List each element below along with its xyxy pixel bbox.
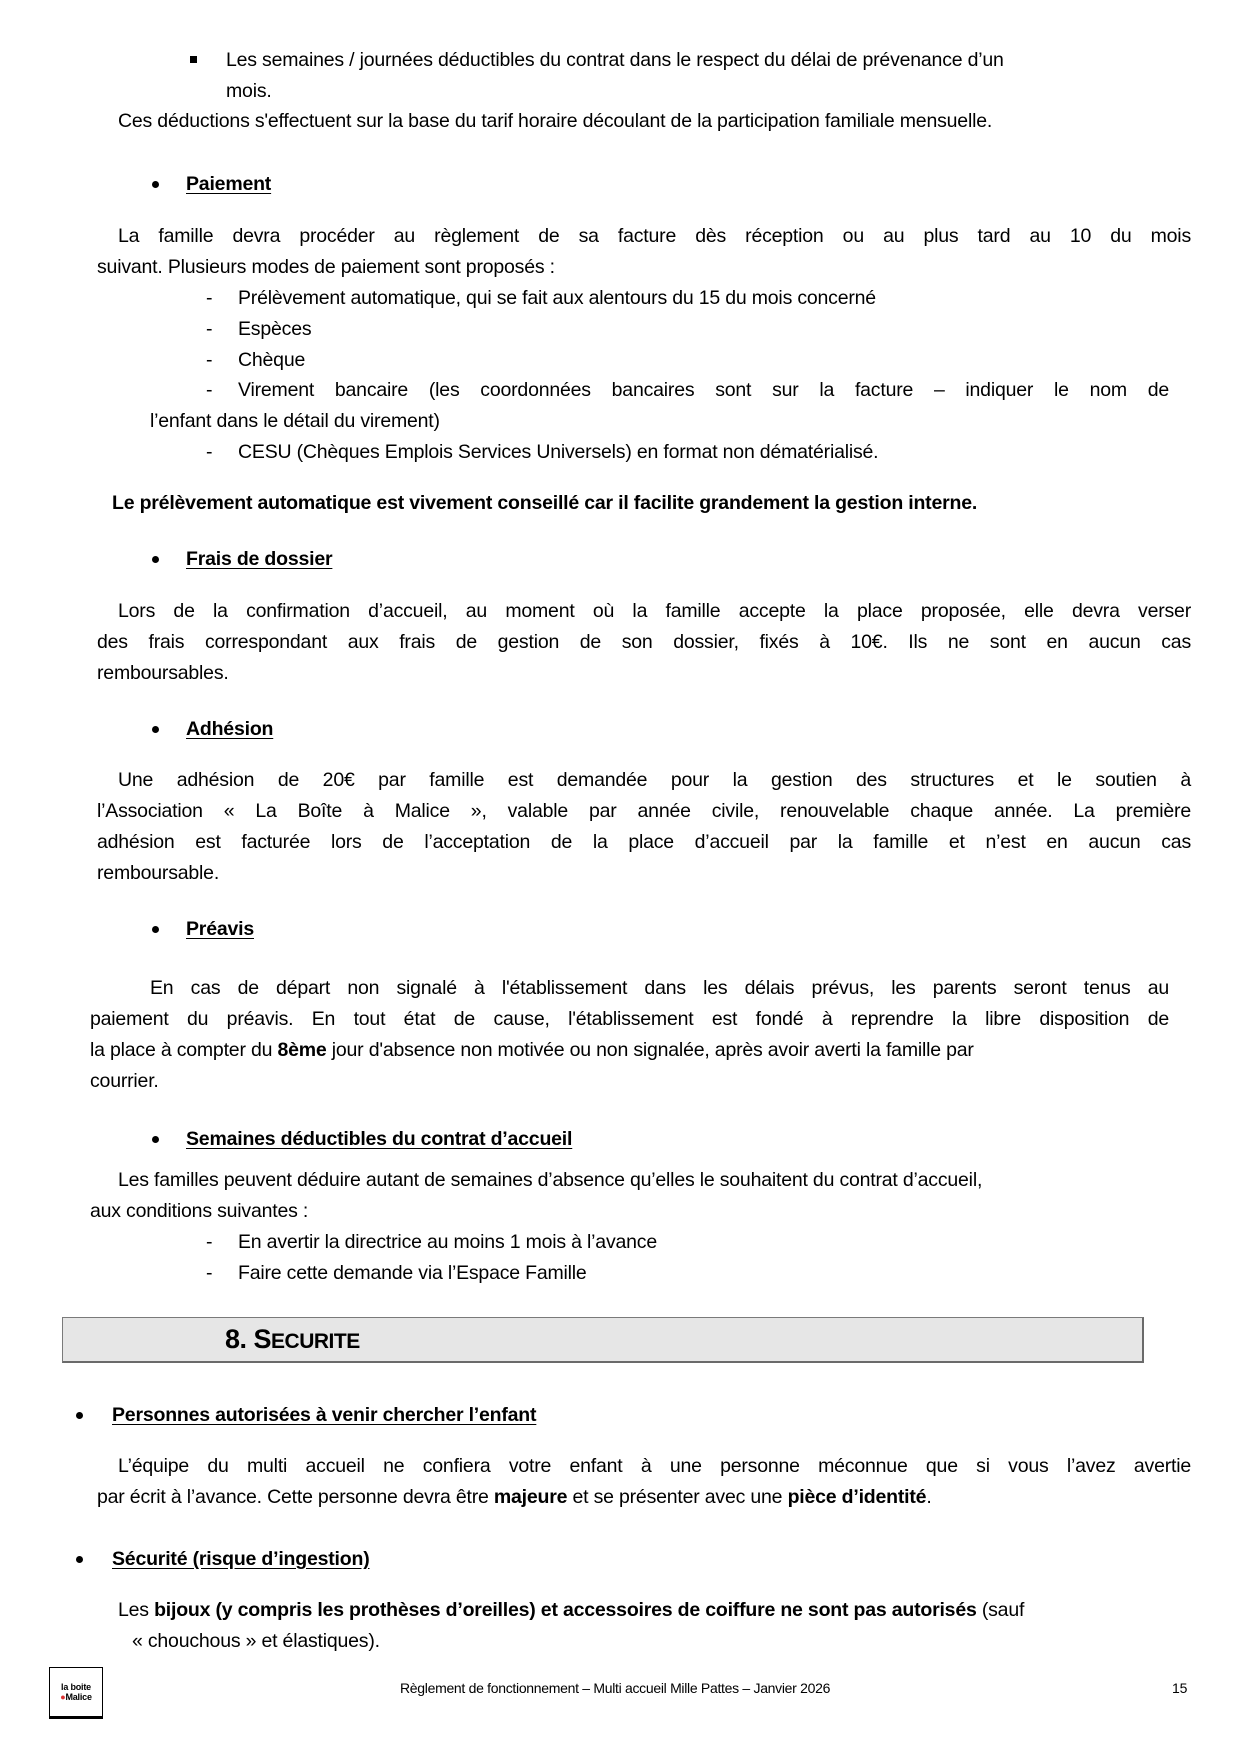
logo-line2-text: Malice (65, 1692, 92, 1702)
frais-line2: des frais correspondant aux frais de gestion de son dossier, fixés à 10€. Ils ne sont en aucun cas (97, 631, 1191, 653)
la-boite-a-malice-logo (49, 1667, 103, 1719)
semaines-heading: Semaines déductibles du contrat d’accueil (186, 1128, 573, 1150)
page-number: 15 (1172, 1680, 1188, 1696)
bullet-icon (152, 726, 159, 733)
dash-marker: - (206, 349, 213, 371)
paiement-para-line1: La famille devra procéder au règlement de sa facture dès réception ou au plus tard au 10 du mois (118, 225, 1191, 247)
paiement-heading: Paiement (186, 173, 272, 195)
bullet-icon (152, 926, 159, 933)
payment-method-cesu: CESU (Chèques Emplois Services Universels) en format non dématérialisé. (238, 441, 879, 463)
logo-line2 (50, 1692, 102, 1702)
preavis-line2: paiement du préavis. En tout état de cause, l'établissement est fondé à reprendre la libre disposition de (90, 1008, 1169, 1030)
preavis-line3 (90, 1035, 974, 1065)
dash-marker: - (206, 318, 213, 340)
payment-method-virement: Virement bancaire (les coordonnées bancaires sont sur la facture – indiquer le nom de (238, 379, 1169, 401)
personnes-line2-mid: et se présenter avec une (567, 1486, 788, 1508)
majeure-emphasis: majeure (493, 1486, 568, 1508)
preavis-line1: En cas de départ non signalé à l'établissement dans les délais prévus, les parents seront tenus au (150, 977, 1169, 999)
condition-item: Faire cette demande via l’Espace Famille (238, 1262, 587, 1284)
preavis-8eme: 8ème (277, 1039, 327, 1061)
adhesion-line4: remboursable. (97, 862, 220, 884)
deductions-note: Ces déductions s'effectuent sur la base du tarif horaire découlant de la participation familiale mensuelle. (118, 110, 993, 132)
adhesion-line2: l’Association « La Boîte à Malice », valable par année civile, renouvelable chaque année. La première (97, 800, 1191, 822)
ingestion-line2: « chouchous » et élastiques). (132, 1630, 380, 1652)
dash-marker: - (206, 1231, 213, 1253)
semaines-line1: Les familles peuvent déduire autant de semaines d’absence qu’elles le souhaitent du contrat d’accueil, (118, 1169, 983, 1191)
ingestion-line1-end: (sauf (976, 1599, 1025, 1621)
payment-method-cheque: Chèque (238, 349, 306, 371)
ingestion-line1-start: Les (118, 1599, 155, 1621)
bullet-icon (152, 556, 159, 563)
logo-dot-icon: ● (60, 1692, 66, 1702)
bullet-icon (152, 181, 159, 188)
preavis-line3-start: la place à compter du (90, 1039, 278, 1061)
section-8-title (225, 1324, 360, 1355)
section-8-title-rest: ECURITE (271, 1330, 360, 1353)
logo-line1: la boite (61, 1682, 91, 1692)
section-8-header (62, 1317, 1144, 1363)
adhesion-line3: adhésion est facturée lors de l’acceptation de la place d’accueil par la famille et n’est en aucun cas (97, 831, 1191, 853)
personnes-line2-start: par écrit à l’avance. Cette personne devra être (97, 1486, 494, 1508)
bullet-icon (76, 1412, 83, 1419)
adhesion-heading: Adhésion (186, 718, 274, 740)
payment-method-virement-cont: l’enfant dans le détail du virement) (150, 410, 440, 432)
personnes-line2-end: . (926, 1486, 932, 1508)
dash-marker: - (206, 441, 213, 463)
semaines-line2: aux conditions suivantes : (90, 1200, 309, 1222)
square-bullet-icon (190, 56, 197, 63)
sub-bullet-text: Les semaines / journées déductibles du contrat dans le respect du délai de prévenance d’un (226, 49, 1004, 71)
payment-method-prelevement: Prélèvement automatique, qui se fait aux alentours du 15 du mois concerné (238, 287, 876, 309)
personnes-line2 (97, 1482, 932, 1512)
bijoux-emphasis: bijoux (y compris les prothèses d’oreilles) et accessoires de coiffure ne sont pas autorisés (154, 1599, 977, 1621)
section-8-number: 8. S (225, 1324, 272, 1354)
personnes-heading: Personnes autorisées à venir chercher l’enfant (112, 1404, 537, 1426)
frais-heading: Frais de dossier (186, 548, 333, 570)
paiement-para-line2: suivant. Plusieurs modes de paiement sont proposés : (97, 256, 555, 278)
piece-identite-emphasis: pièce d’identité (787, 1486, 927, 1508)
adhesion-line1: Une adhésion de 20€ par famille est demandée pour la gestion des structures et le soutien à (118, 769, 1191, 791)
dash-marker: - (206, 287, 213, 309)
condition-item: En avertir la directrice au moins 1 mois à l’avance (238, 1231, 657, 1253)
bullet-icon (152, 1136, 159, 1143)
footer-text: Règlement de fonctionnement – Multi accueil Mille Pattes – Janvier 2026 (400, 1680, 831, 1696)
dash-marker: - (206, 379, 213, 401)
sub-bullet-text-cont: mois. (226, 80, 272, 102)
payment-method-especes: Espèces (238, 318, 312, 340)
frais-line3: remboursables. (97, 662, 229, 684)
prelevement-recommendation: Le prélèvement automatique est vivement conseillé car il facilite grandement la gestion interne. (112, 492, 978, 514)
personnes-line1: L’équipe du multi accueil ne confiera votre enfant à une personne méconnue que si vous l’avez avertie (118, 1455, 1191, 1477)
preavis-line3-end: jour d'absence non motivée ou non signalée, après avoir averti la famille par (326, 1039, 974, 1061)
ingestion-heading: Sécurité (risque d’ingestion) (112, 1548, 370, 1570)
frais-line1: Lors de la confirmation d’accueil, au moment où la famille accepte la place proposée, elle devra verser (118, 600, 1191, 622)
preavis-heading: Préavis (186, 918, 254, 940)
dash-marker: - (206, 1262, 213, 1284)
ingestion-line1 (118, 1595, 1024, 1625)
preavis-line4: courrier. (90, 1070, 159, 1092)
bullet-icon (76, 1556, 83, 1563)
